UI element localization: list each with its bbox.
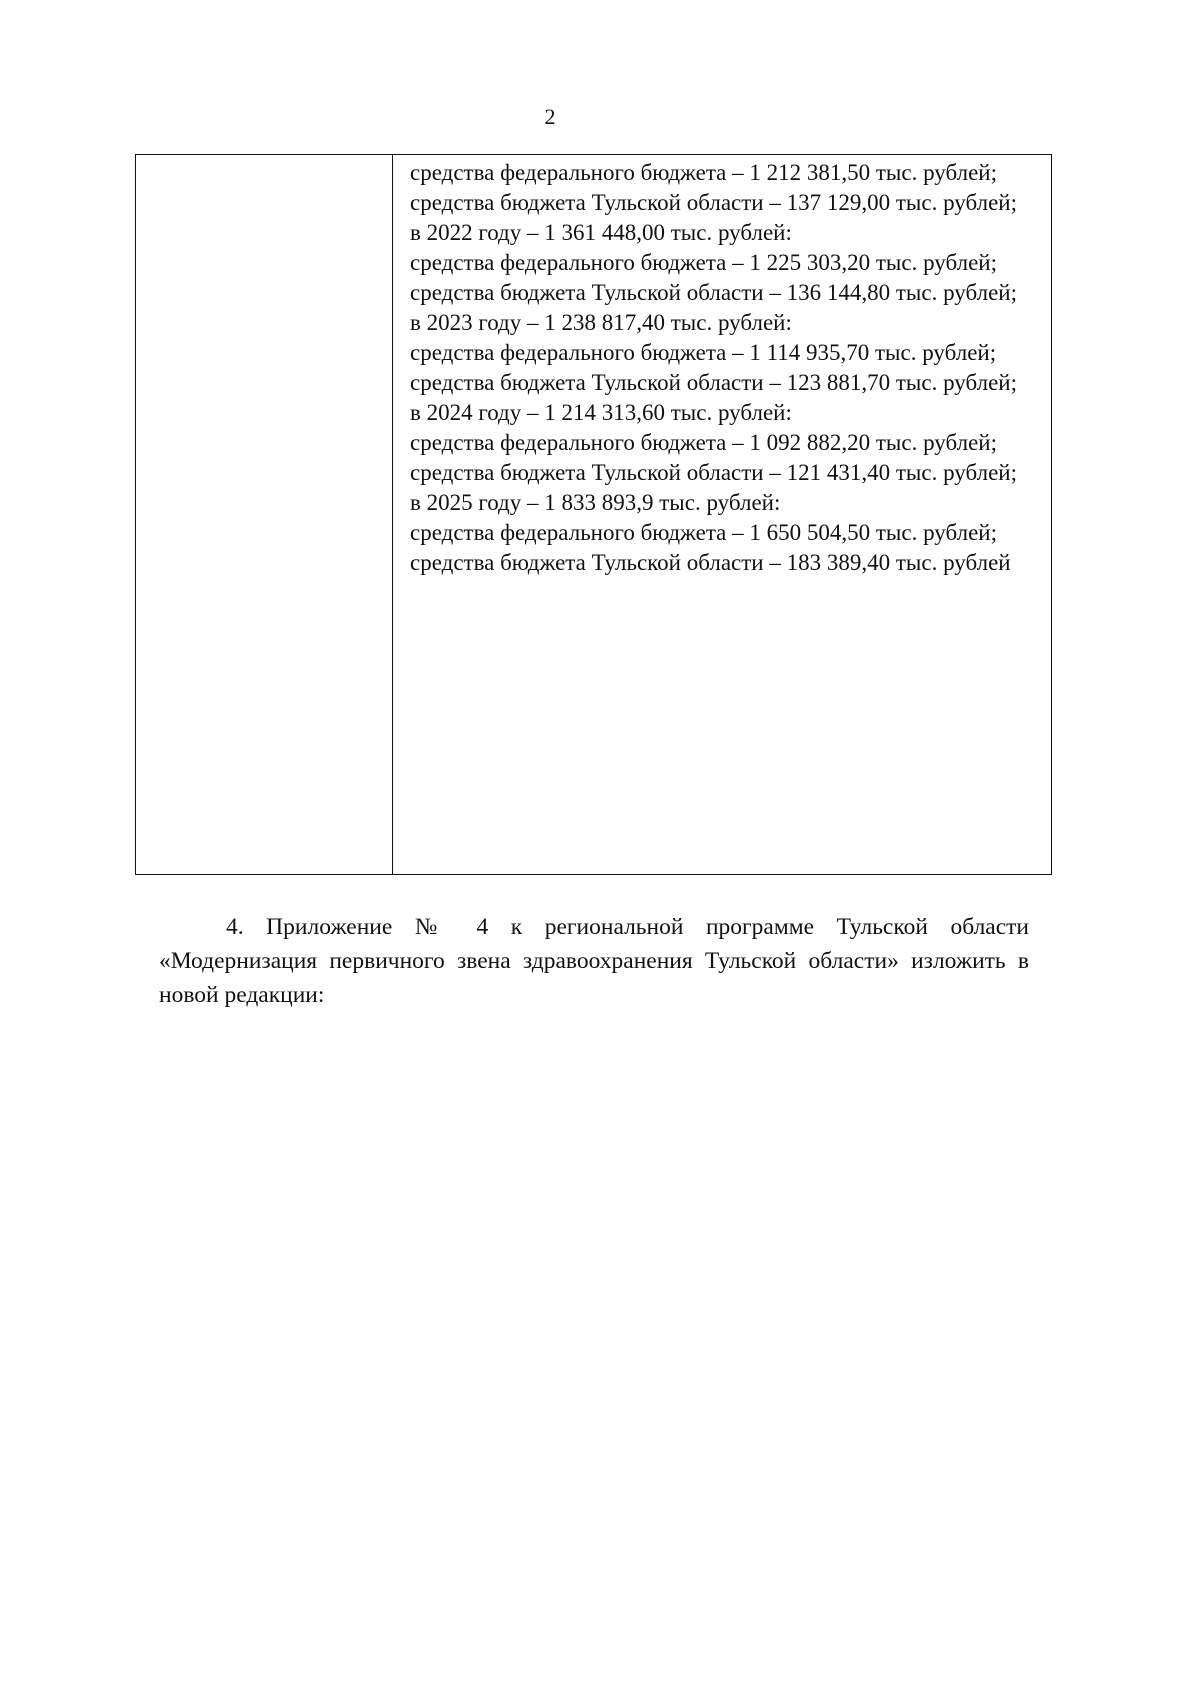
funding-line: средства федерального бюджета – 1 225 303,20 тыс. рублей; [410, 250, 997, 275]
funding-line: средства федерального бюджета – 1 114 935,70 тыс. рублей; [410, 340, 997, 365]
funding-table [135, 154, 1052, 875]
amendment-paragraph: 4. Приложение № 4 к региональной программе Тульской области «Модернизация первичного звена здравоохранения Тульской области» изложить в новой редакции: [159, 914, 1029, 1008]
funding-line: средства бюджета Тульской области – 121 431,40 тыс. рублей; [410, 460, 1017, 485]
page-number: 2 [544, 104, 556, 129]
funding-year-line: в 2025 году – 1 833 893,9 тыс. рублей: [410, 490, 781, 515]
funding-year-line: в 2023 году – 1 238 817,40 тыс. рублей: [410, 310, 792, 335]
table-right-cell [393, 155, 1051, 874]
funding-line: средства бюджета Тульской области – 136 144,80 тыс. рублей; [410, 280, 1017, 305]
funding-year-line: в 2024 году – 1 214 313,60 тыс. рублей: [410, 400, 792, 425]
funding-line: средства федерального бюджета – 1 650 504,50 тыс. рублей; [410, 520, 997, 545]
funding-line: средства федерального бюджета – 1 212 381,50 тыс. рублей; [410, 160, 997, 185]
funding-line: средства бюджета Тульской области – 137 129,00 тыс. рублей; [410, 190, 1017, 215]
funding-line: средства бюджета Тульской области – 183 389,40 тыс. рублей [410, 550, 1011, 575]
funding-line: средства федерального бюджета – 1 092 882,20 тыс. рублей; [410, 430, 997, 455]
funding-year-line: в 2022 году – 1 361 448,00 тыс. рублей: [410, 220, 792, 245]
table-left-cell [136, 155, 393, 874]
funding-line: средства бюджета Тульской области – 123 881,70 тыс. рублей; [410, 370, 1017, 395]
